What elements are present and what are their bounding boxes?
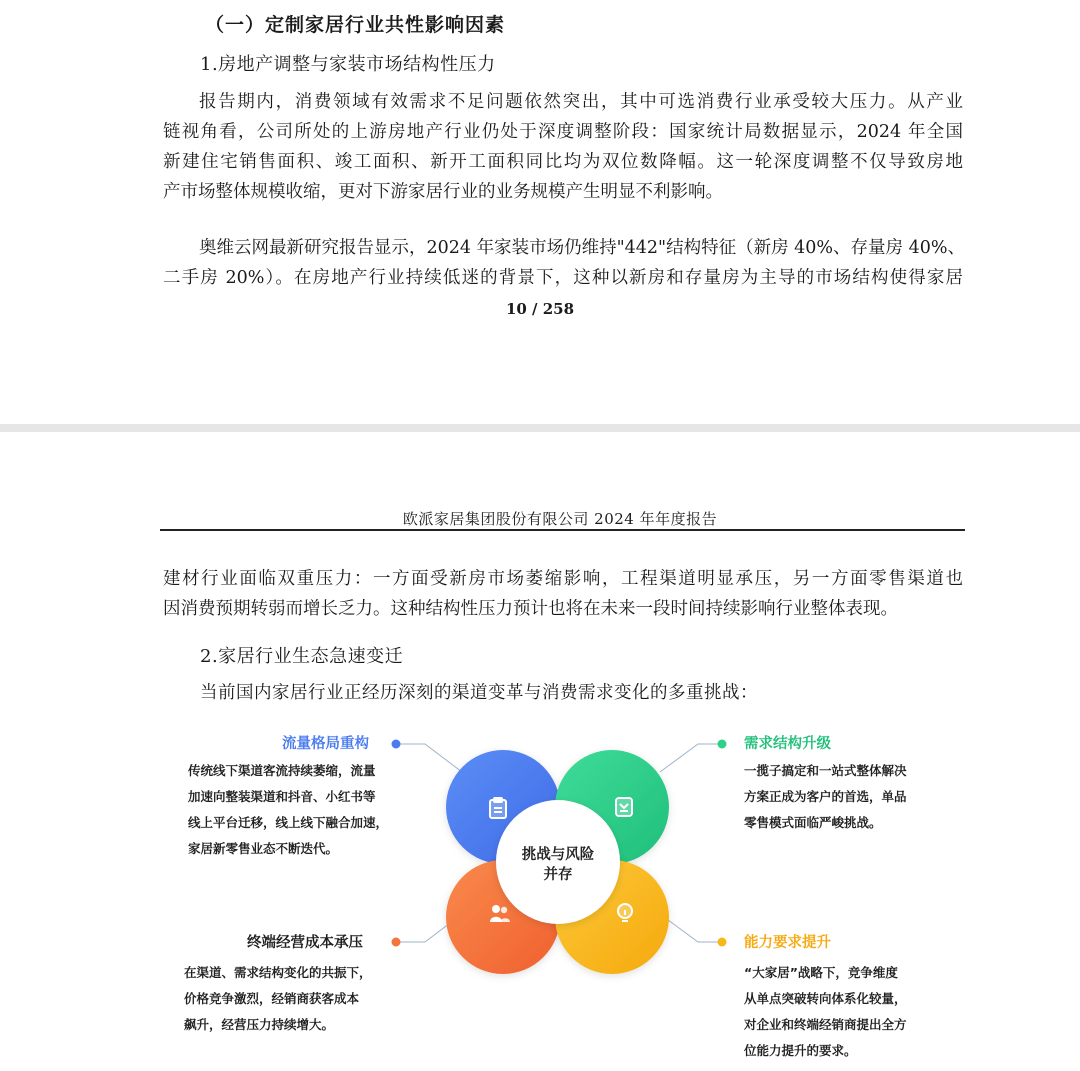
paragraph-2 — [163, 233, 966, 293]
connector-capability — [660, 914, 722, 942]
callout-line: 一揽子搞定和一站式整体解决 — [744, 763, 907, 778]
callout-line: 从单点突破转向体系化较量， — [744, 991, 907, 1006]
marker-dot-capability — [718, 938, 727, 947]
callout-line: 飙升，经营压力持续增大。 — [184, 1017, 335, 1032]
callout-line: 方案正成为客户的首选，单品 — [744, 789, 907, 804]
marker-dot-cost — [392, 938, 401, 947]
paragraph-line: 新建住宅销售面积、竣工面积、新开工面积同比均为双位数降幅。这一轮深度调整不仅导致房地 — [163, 152, 963, 172]
paragraph-1 — [163, 87, 963, 207]
diagram-intro: 当前国内家居行业正经历深刻的渠道变革与消费需求变化的多重挑战： — [200, 683, 758, 703]
paragraph-line: 链视角看，公司所处的上游房地产行业仍处于深度调整阶段：国家统计局数据显示，2024 年全国 — [163, 122, 963, 142]
callout-line: 价格竞争激烈，经销商获客成本 — [184, 991, 360, 1006]
tag-icon — [616, 798, 632, 816]
paragraph-line: 二手房 20%）。在房地产行业持续低迷的背景下，这种以新房和存量房为主导的市场结构使得家居 — [163, 268, 963, 288]
callout-line: 在渠道、需求结构变化的共振下， — [184, 965, 372, 980]
paragraph-line: 奥维云网最新研究报告显示，2024 年家装市场仍维持"442"结构特征（新房 40%、存量房 40%、 — [199, 238, 966, 258]
callout-line: 对企业和终端经销商提出全方 — [744, 1017, 907, 1032]
document-page-bottom — [0, 432, 1080, 1071]
callout-body-demand — [744, 758, 907, 836]
center-label-line1: 挑战与风险 — [521, 847, 595, 863]
connector-demand — [660, 744, 722, 772]
subheading-real-estate: 1.房地产调整与家装市场结构性压力 — [200, 54, 496, 75]
running-header: 欧派家居集团股份有限公司 2024 年年度报告 — [402, 510, 718, 528]
callout-line: 零售模式面临严峻挑战。 — [744, 815, 882, 830]
callout-line: “大家居”战略下，竞争维度 — [744, 965, 898, 980]
subheading-ecosystem: 2.家居行业生态急速变迁 — [200, 646, 404, 667]
center-label-line2: 并存 — [543, 867, 573, 883]
document-page-top — [0, 0, 1080, 424]
callout-body-traffic — [188, 758, 388, 862]
paragraph-line: 因消费预期转弱而增长乏力。这种结构性压力预计也将在未来一段时间持续影响行业整体表现。 — [163, 599, 898, 619]
connector-traffic — [396, 744, 462, 772]
section-heading: （一）定制家居行业共性影响因素 — [205, 14, 506, 36]
marker-dot-demand — [718, 740, 727, 749]
callout-line: 家居新零售业态不断迭代。 — [188, 841, 339, 856]
callout-title-traffic: 流量格局重构 — [282, 736, 369, 752]
clipboard-icon — [490, 798, 506, 818]
page-separator — [0, 424, 1080, 432]
callout-line: 位能力提升的要求。 — [744, 1043, 857, 1058]
paragraph-line: 产市场整体规模收缩，更对下游家居行业的业务规模产生明显不利影响。 — [163, 182, 723, 202]
paragraph-line: 报告期内，消费领域有效需求不足问题依然突出，其中可选消费行业承受较大压力。从产业 — [199, 92, 963, 112]
callout-body-cost — [184, 960, 372, 1038]
callout-title-capability: 能力要求提升 — [744, 935, 831, 951]
callout-title-cost: 终端经营成本承压 — [247, 935, 363, 951]
callout-title-demand: 需求结构升级 — [744, 736, 831, 752]
callout-line: 加速向整装渠道和抖音、小红书等 — [188, 789, 376, 804]
callout-line: 传统线下渠道客流持续萎缩，流量 — [188, 763, 376, 778]
paragraph-line: 建材行业面临双重压力：一方面受新房市场萎缩影响，工程渠道明显承压，另一方面零售渠道也 — [163, 569, 963, 589]
challenge-diagram — [0, 432, 1080, 1071]
callout-body-capability — [744, 960, 907, 1064]
callout-line: 线上平台迁移，线上线下融合加速， — [188, 815, 389, 830]
marker-dot-traffic — [392, 740, 401, 749]
page-number: 10 / 258 — [505, 300, 575, 318]
